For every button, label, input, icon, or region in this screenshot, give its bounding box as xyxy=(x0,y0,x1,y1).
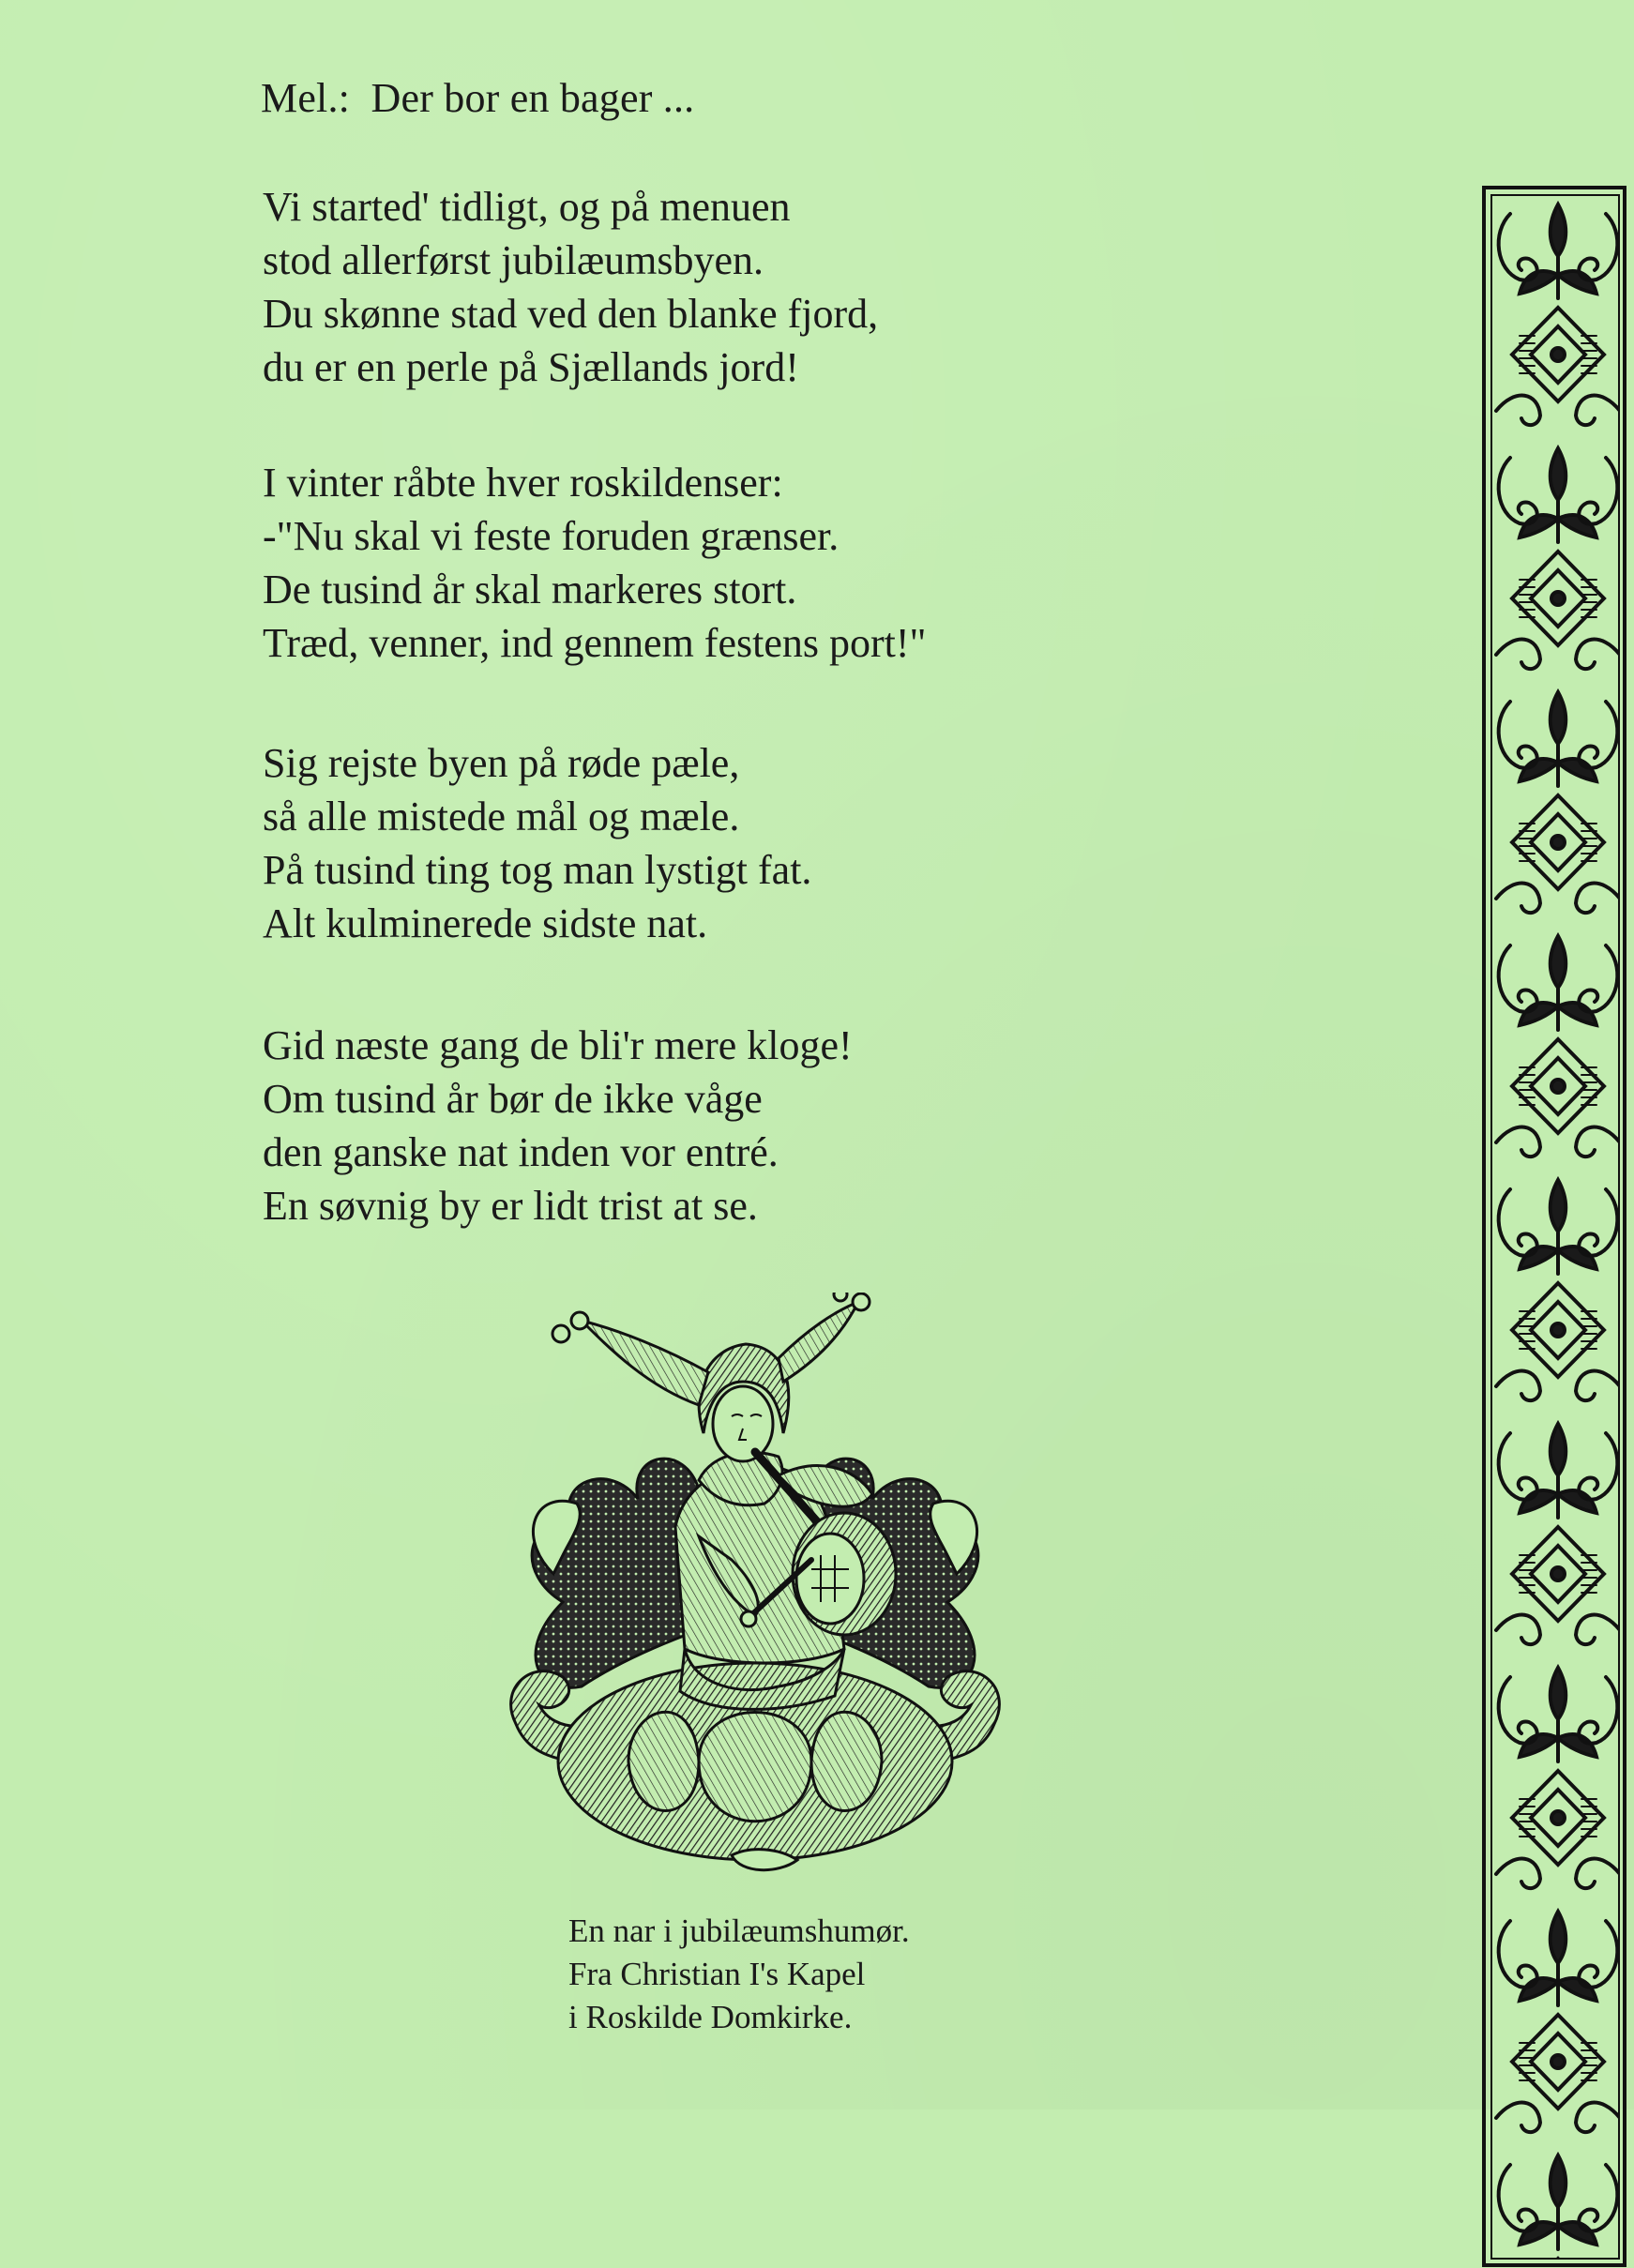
verse-line: Om tusind år bør de ikke våge xyxy=(263,1076,763,1122)
verse-line: Du skønne stad ved den blanke fjord, xyxy=(263,291,879,337)
verse-line: Alt kulminerede sidste nat. xyxy=(263,900,708,946)
verse-line: stod allerførst jubilæumsbyen. xyxy=(263,237,764,283)
verse-line: De tusind år skal markeres stort. xyxy=(263,567,797,612)
verse-line: På tusind ting tog man lystigt fat. xyxy=(263,847,812,893)
verse-line: -"Nu skal vi feste foruden grænser. xyxy=(263,513,840,559)
verse-line: En søvnig by er lidt trist at se. xyxy=(263,1183,758,1229)
verse-line: så alle mistede mål og mæle. xyxy=(263,794,740,839)
verse-line: Gid næste gang de bli'r mere kloge! xyxy=(263,1022,853,1068)
ornamental-floral-border-icon xyxy=(1482,186,1634,2268)
caption-line: i Roskilde Domkirke. xyxy=(568,1999,853,2035)
jester-playing-pipe-and-drum-icon xyxy=(497,1293,1013,1874)
verse-1 xyxy=(263,180,878,394)
verse-line: Vi started' tidligt, og på menuen xyxy=(263,184,791,230)
verse-3 xyxy=(263,736,811,950)
caption-line: Fra Christian I's Kapel xyxy=(568,1956,866,1992)
verse-line: I vinter råbte hver roskildenser: xyxy=(263,460,783,506)
verse-line: du er en perle på Sjællands jord! xyxy=(263,344,799,390)
caption-line: En nar i jubilæumshumør. xyxy=(568,1913,910,1949)
verse-4 xyxy=(263,1019,853,1232)
illustration-caption xyxy=(568,1910,910,2039)
verse-line: Sig rejste byen på røde pæle, xyxy=(263,740,740,786)
verse-line: Træd, venner, ind gennem festens port!" xyxy=(263,620,927,666)
verse-line: den ganske nat inden vor entré. xyxy=(263,1129,779,1175)
verse-2 xyxy=(263,456,926,670)
melody-note: Mel.: Der bor en bager ... xyxy=(261,75,695,121)
